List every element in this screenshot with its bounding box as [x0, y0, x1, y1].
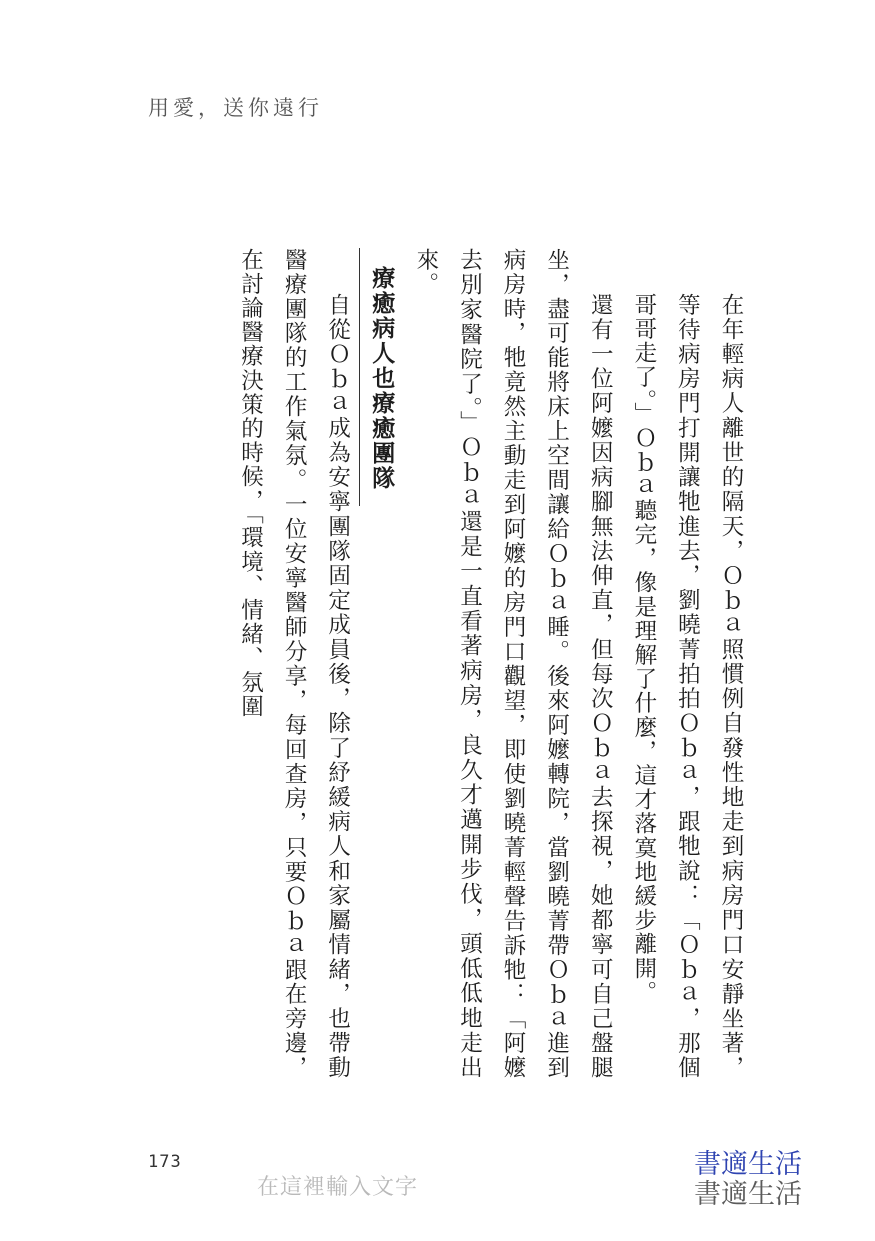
publisher-logo: [694, 1150, 824, 1210]
body-paragraph: 在年輕病人離世的隔天，Ｏｂａ照慣例自發性地走到病房門口安靜坐著，等待病房門打開讓牠進去，劉曉菁拍拍Ｏｂａ，跟牠說：「Ｏｂａ，那個哥哥走了。」Ｏｂａ聽完，像是理解了什麼，這才落寞地緩步離開。: [630, 293, 744, 1080]
page-number: 173: [148, 1152, 182, 1172]
running-header-title: 用愛，送你遠行: [148, 96, 323, 120]
body-paragraph: 自從Ｏｂａ成為安寧團隊固定成員後，除了紓緩病人和家屬情緒，也帶動醫療團隊的工作氣氛。一位安寧醫師分享，每回查房，只要Ｏｂａ跟在旁邊，在討論醫療決策的時候，「環境、情緒、氛圍: [237, 248, 351, 1080]
vertical-text-body: [140, 248, 752, 1080]
logo-text-gray: 書適生活: [694, 1179, 802, 1210]
section-heading: 療癒病人也療癒團隊: [359, 248, 404, 506]
logo-text-blue: 書適生活: [694, 1149, 802, 1180]
body-paragraph: 還有一位阿嬤因病腳無法伸直，但每次Ｏｂａ去探視，她都寧可自己盤腿坐，盡可能將床上空間讓給Ｏｂａ睡。後來阿嬤轉院，當劉曉菁帶Ｏｂａ進到病房時，牠竟然主動走到阿嬤的房門口觀望，即使劉曉菁輕聲告訴牠：「阿嬤去別家醫院了。」Ｏｂａ還是一直看著病房，良久才邁開步伐，頭低低地走出來。: [412, 248, 614, 1080]
text-input-placeholder[interactable]: 在這裡輸入文字: [257, 1175, 419, 1200]
